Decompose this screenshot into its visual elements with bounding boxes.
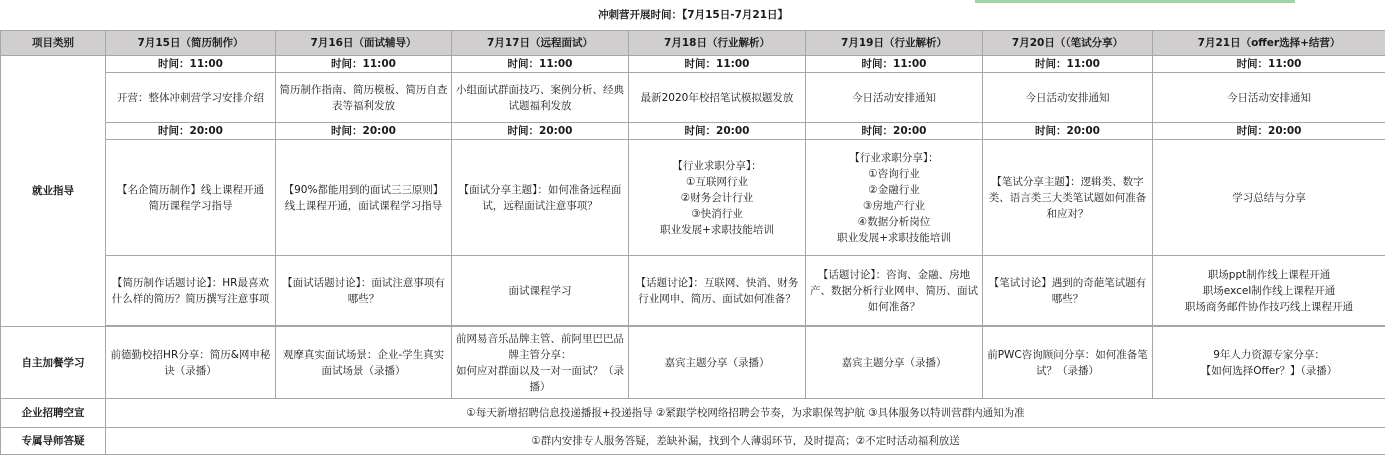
- time-cell: 时间：11:00: [1153, 56, 1385, 73]
- activity-cell: 9年人力资源专家分享： 【如何选择Offer？】（录播）: [1153, 327, 1385, 399]
- activity-cell: 【行业求职分享】： ①互联网行业 ②财务会计行业 ③快消行业 职业发展+求职技能培训: [629, 140, 806, 256]
- recruit-row: [1, 399, 1385, 428]
- activity-cell: 今日活动安排通知: [983, 73, 1153, 123]
- discussion-row: [1, 256, 1385, 326]
- activity-cell: 【面试话题讨论】：面试注意事项有哪些？: [276, 256, 452, 326]
- section-recruit: 企业招聘空宣: [1, 399, 106, 428]
- activity-cell: 前网易音乐品牌主管、前阿里巴巴品牌主管分享： 如何应对群面以及一对一面试？（录播）: [452, 327, 629, 399]
- activity-cell: 嘉宾主题分享（录播）: [806, 327, 983, 399]
- time-cell: 时间：11:00: [106, 56, 276, 73]
- header-day: 7月21日（offer选择+结营）: [1153, 31, 1385, 56]
- section-mentor: 专属导师答疑: [1, 428, 106, 455]
- activity-cell: 【90%都能用到的面试三三原则】线上课程开通，面试课程学习指导: [276, 140, 452, 256]
- header-day: 7月16日（面试辅导）: [276, 31, 452, 56]
- activity-cell: 【笔试分享主题】：逻辑类、数字类、语言类三大类笔试题如何准备和应对？: [983, 140, 1153, 256]
- activity-cell: 【行业求职分享】： ①咨询行业 ②金融行业 ③房地产行业 ④数据分析岗位 职业发展+求职技能培训: [806, 140, 983, 256]
- mentor-text: ①群内安排专人服务答疑，差缺补漏，找到个人薄弱环节，及时提高；②不定时活动福利放送: [106, 428, 1385, 455]
- time-cell: 时间：20:00: [983, 123, 1153, 140]
- activity-cell: 小组面试群面技巧、案例分析、经典试题福利发放: [452, 73, 629, 123]
- time-row-evening: [1, 123, 1385, 140]
- header-day: 7月15日（简历制作）: [106, 31, 276, 56]
- activity-cell: 最新2020年校招笔试模拟题发放: [629, 73, 806, 123]
- section-guidance: 就业指导: [1, 56, 106, 327]
- time-cell: 时间：20:00: [806, 123, 983, 140]
- self-study-row: [1, 327, 1385, 399]
- header-row: [1, 31, 1385, 56]
- activity-cell: 【话题讨论】：互联网、快消、财务行业网申、简历、面试如何准备？: [629, 256, 806, 326]
- time-cell: 时间：20:00: [106, 123, 276, 140]
- activity-cell: 面试课程学习: [452, 256, 629, 326]
- header-day: 7月18日（行业解析）: [629, 31, 806, 56]
- time-cell: 时间：20:00: [629, 123, 806, 140]
- selection-marker: [975, 0, 1295, 3]
- evening-activity-row: [1, 140, 1385, 256]
- recruit-text: ①每天新增招聘信息投递播报+投递指导 ②紧跟学校网络招聘会节奏，为求职保驾护航 ③具体服务以特训营群内通知为准: [106, 399, 1385, 428]
- activity-cell: 学习总结与分享: [1153, 140, 1385, 256]
- activity-cell: 职场ppt制作线上课程开通 职场excel制作线上课程开通 职场商务邮件协作技巧线上课程开通: [1153, 256, 1385, 326]
- activity-cell: 【笔试讨论】遇到的奇葩笔试题有哪些？: [983, 256, 1153, 326]
- header-day: 7月17日（远程面试）: [452, 31, 629, 56]
- morning-activity-row: [1, 73, 1385, 123]
- header-day: 7月20日（（笔试分享）: [983, 31, 1153, 56]
- activity-cell: 前PWC咨询顾问分享：如何准备笔试？（录播）: [983, 327, 1153, 399]
- activity-cell: 开营：整体冲刺营学习安排介绍: [106, 73, 276, 123]
- activity-cell: 【话题讨论】：咨询、金融、房地产、数据分析行业网申、简历、面试如何准备？: [806, 256, 983, 326]
- section-self-study: 自主加餐学习: [1, 327, 106, 399]
- page-title: 冲刺营开展时间：【7月15日-7月21日】: [598, 9, 789, 21]
- activity-cell: 观摩真实面试场景：企业-学生真实面试场景（录播）: [276, 327, 452, 399]
- header-day: 7月19日（行业解析）: [806, 31, 983, 56]
- time-cell: 时间：11:00: [806, 56, 983, 73]
- activity-cell: 简历制作指南、简历模板、简历自查表等福利发放: [276, 73, 452, 123]
- activity-cell: 今日活动安排通知: [806, 73, 983, 123]
- header-category: 项目类别: [1, 31, 106, 56]
- time-cell: 时间：11:00: [452, 56, 629, 73]
- time-cell: 时间：11:00: [983, 56, 1153, 73]
- time-row-morning: [1, 56, 1385, 73]
- activity-cell: 嘉宾主题分享（录播）: [629, 327, 806, 399]
- time-cell: 时间：20:00: [452, 123, 629, 140]
- activity-cell: 前德勤校招HR分享：简历&网申秘诀（录播）: [106, 327, 276, 399]
- activity-cell: 今日活动安排通知: [1153, 73, 1385, 123]
- time-cell: 时间：11:00: [629, 56, 806, 73]
- activity-cell: 【简历制作话题讨论】：HR最喜欢什么样的简历？简历撰写注意事项: [106, 256, 276, 326]
- time-cell: 时间：20:00: [276, 123, 452, 140]
- activity-cell: 【名企简历制作】线上课程开通 简历课程学习指导: [106, 140, 276, 256]
- mentor-row: [1, 428, 1385, 455]
- time-cell: 时间：20:00: [1153, 123, 1385, 140]
- time-cell: 时间：11:00: [276, 56, 452, 73]
- activity-cell: 【面试分享主题】：如何准备远程面试，远程面试注意事项？: [452, 140, 629, 256]
